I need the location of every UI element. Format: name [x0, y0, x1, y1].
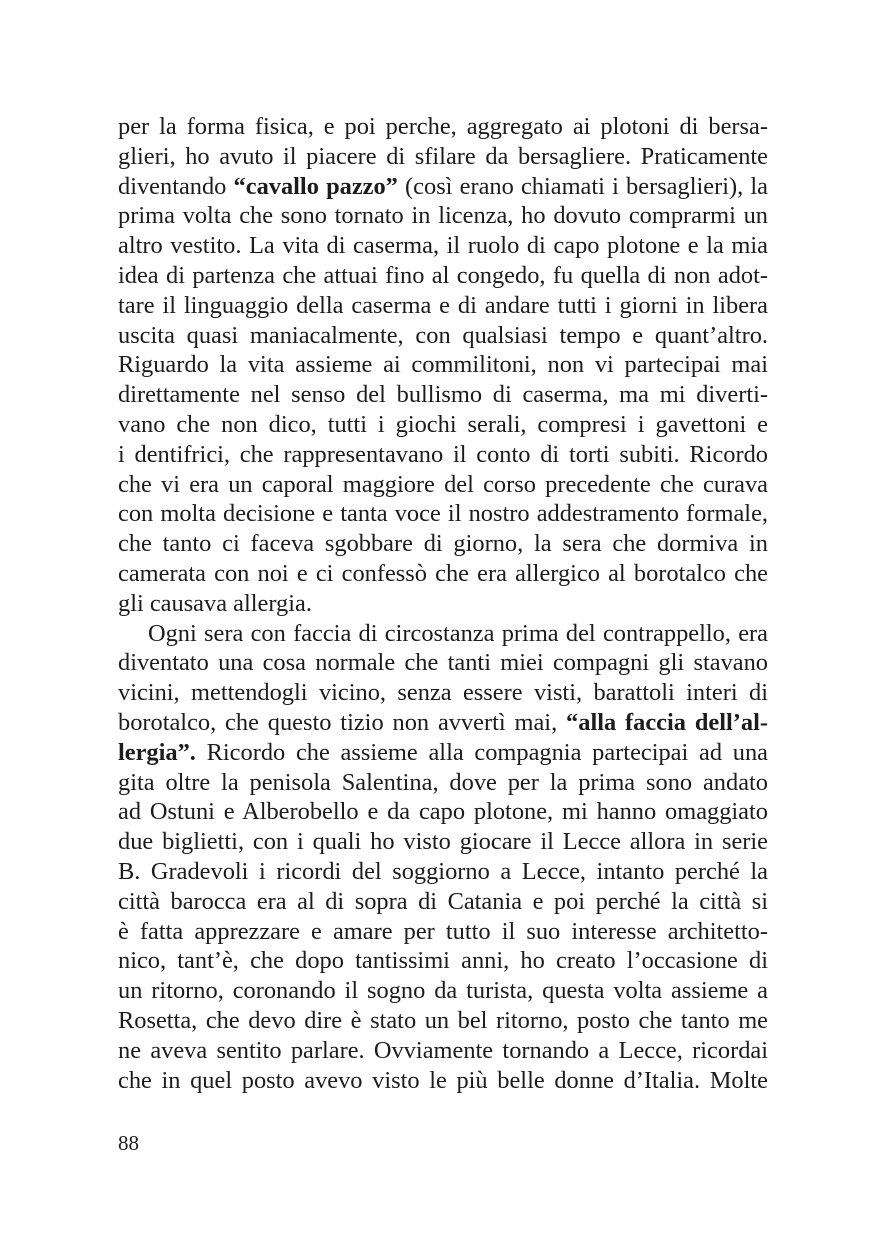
- text-run: due biglietti, con i quali ho visto giocare il Lecce allora in serie: [118, 828, 768, 856]
- text-line: [118, 827, 768, 857]
- text-run: un ritorno, coronando il sogno da turista, questa volta assieme a: [118, 977, 768, 1005]
- text-line: [118, 291, 768, 321]
- text-line: [118, 380, 768, 410]
- paragraph: [118, 619, 768, 1096]
- text-run: uscita quasi maniacalmente, con qualsiasi tempo e quant’altro.: [118, 321, 768, 349]
- text-line: [118, 499, 768, 529]
- text-line: [118, 172, 768, 202]
- bold-text: “alla faccia dell’al-: [566, 708, 768, 736]
- text-run: gita oltre la penisola Salentina, dove per la prima sono andato: [118, 768, 768, 796]
- text-line: [118, 142, 768, 172]
- text-line: [118, 350, 768, 380]
- text-run: è fatta apprezzare e amare per tutto il suo interesse architetto-: [118, 917, 768, 945]
- text-run: gli causava allergia.: [118, 589, 312, 617]
- text-run: Rosetta, che devo dire è stato un bel ritorno, posto che tanto me: [118, 1006, 768, 1034]
- text-line: [118, 201, 768, 231]
- text-line: [118, 559, 768, 589]
- text-line: [118, 470, 768, 500]
- text-line: [118, 1006, 768, 1036]
- text-run: Ogni sera con faccia di circostanza prima del contrappello, era: [148, 619, 768, 647]
- text-line: [118, 887, 768, 917]
- text-line: [118, 797, 768, 827]
- paragraph: [118, 112, 768, 619]
- page-number: 88: [118, 1131, 139, 1155]
- text-line: [118, 708, 768, 738]
- text-run: che vi era un caporal maggiore del corso precedente che curava: [118, 470, 768, 498]
- text-line: [118, 589, 768, 619]
- text-line: [118, 768, 768, 798]
- text-run: camerata con noi e ci confessò che era allergico al borotalco che: [118, 559, 768, 587]
- text-line: [118, 1066, 768, 1096]
- text-run: vano che non dico, tutti i giochi serali, compresi i gavettoni e: [118, 410, 768, 438]
- text-run: ne aveva sentito parlare. Ovviamente tornando a Lecce, ricordai: [118, 1036, 768, 1064]
- text-line: [118, 1036, 768, 1066]
- text-line: [118, 440, 768, 470]
- text-run: che tanto ci faceva sgobbare di giorno, la sera che dormiva in: [118, 530, 768, 558]
- text-run: altro vestito. La vita di caserma, il ruolo di capo plotone e la mia: [118, 232, 768, 260]
- text-line: [118, 917, 768, 947]
- text-run: direttamente nel senso del bullismo di caserma, ma mi diverti-: [118, 381, 768, 409]
- text-line: [118, 410, 768, 440]
- text-run: Ricordo che assieme alla compagnia partecipai ad una: [195, 738, 768, 766]
- text-run: glieri, ho avuto il piacere di sfilare da bersagliere. Praticamente: [118, 142, 768, 170]
- text-run: città barocca era al di sopra di Catania e poi perché la città si: [118, 887, 768, 915]
- page-body: [118, 112, 768, 1095]
- text-run: borotalco, che questo tizio non avvertì mai,: [118, 708, 567, 736]
- bold-text: “cavallo pazzo”: [233, 172, 398, 200]
- text-run: B. Gradevoli i ricordi del soggiorno a Lecce, intanto perché la: [118, 857, 768, 885]
- text-run: Riguardo la vita assieme ai commilitoni, non vi partecipai mai: [118, 351, 768, 379]
- text-line: [118, 738, 768, 768]
- text-run: nico, tant’è, che dopo tantissimi anni, ho creato l’occasione di: [118, 947, 768, 975]
- text-line: [118, 112, 768, 142]
- text-line: [118, 321, 768, 351]
- text-run: idea di partenza che attuai fino al congedo, fu quella di non adot-: [118, 261, 768, 289]
- text-run: per la forma fisica, e poi perche, aggregato ai plotoni di bersa-: [118, 113, 768, 140]
- text-run: tare il linguaggio della caserma e di andare tutti i giorni in libera: [118, 291, 768, 319]
- text-run: diventato una cosa normale che tanti miei compagni gli stavano: [118, 649, 768, 677]
- text-line: [118, 619, 768, 649]
- text-run: vicini, mettendogli vicino, senza essere visti, barattoli interi di: [118, 679, 768, 707]
- text-run: con molta decisione e tanta voce il nostro addestramento formale,: [118, 500, 768, 528]
- bold-text: lergia”.: [118, 738, 196, 766]
- text-line: [118, 529, 768, 559]
- text-run: prima volta che sono tornato in licenza, ho dovuto comprarmi un: [118, 202, 768, 230]
- text-line: [118, 946, 768, 976]
- text-run: (così erano chiamati i bersaglieri), la: [397, 172, 768, 200]
- text-run: che in quel posto avevo visto le più belle donne d’Italia. Molte: [118, 1066, 768, 1094]
- text-line: [118, 976, 768, 1006]
- text-run: diventando: [118, 172, 234, 200]
- text-line: [118, 648, 768, 678]
- text-line: [118, 261, 768, 291]
- text-line: [118, 678, 768, 708]
- text-run: i dentifrici, che rappresentavano il conto di torti subiti. Ricordo: [118, 440, 768, 468]
- text-line: [118, 231, 768, 261]
- text-run: ad Ostuni e Alberobello e da capo plotone, mi hanno omaggiato: [118, 798, 768, 826]
- text-line: [118, 857, 768, 887]
